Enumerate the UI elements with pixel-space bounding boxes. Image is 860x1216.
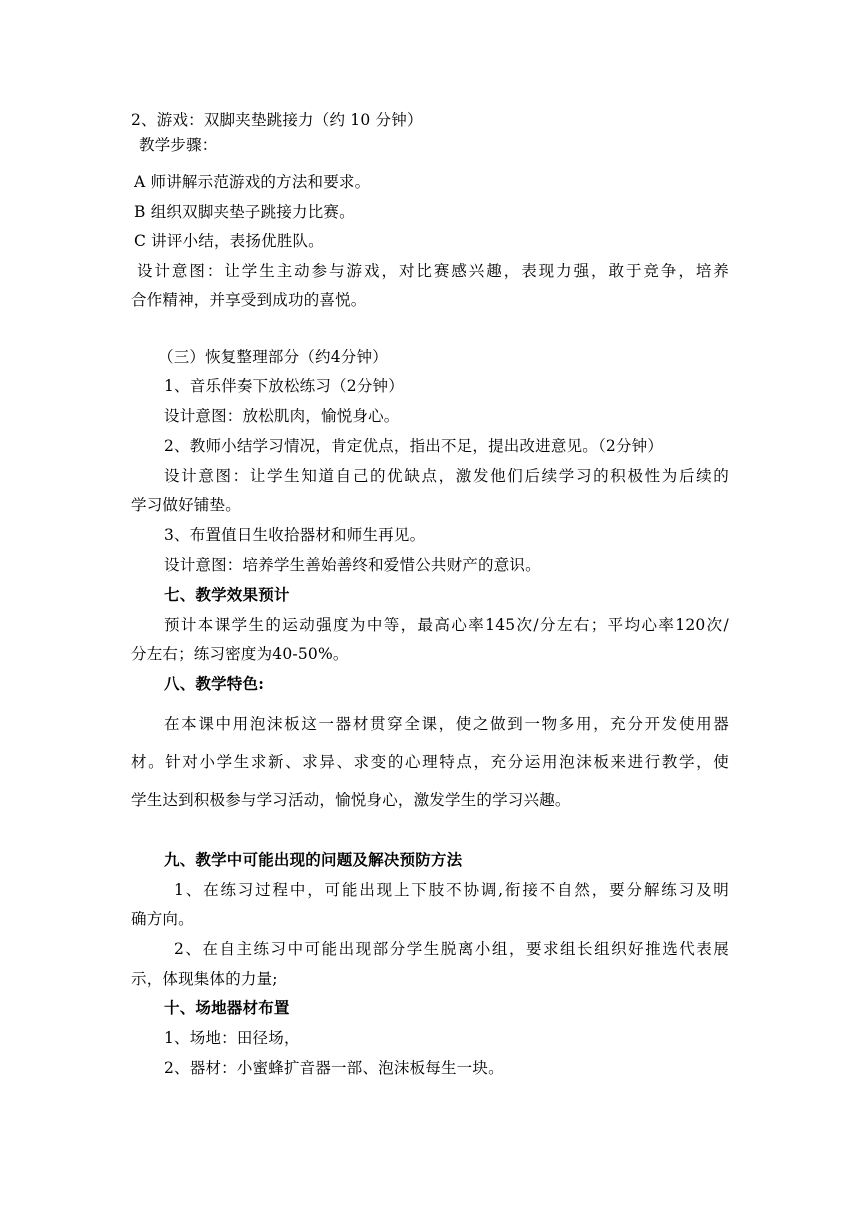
problems-item2-line2: 示，体现集体的力量; xyxy=(131,970,278,988)
recovery-title: （三）恢复整理部分（约4分钟） xyxy=(158,348,388,366)
recovery-item2-intent-line1: 设计意图：让学生知道自己的优缺点，激发他们后续学习的积极性为后续的 xyxy=(164,467,729,485)
recovery-item1: 1、音乐伴奏下放松练习（2分钟） xyxy=(164,377,404,395)
game-intent-line2: 合作精神，并享受到成功的喜悦。 xyxy=(131,291,367,309)
steps-label: 教学步骤： xyxy=(139,136,218,154)
equipment-heading: 十、场地器材布置 xyxy=(164,998,290,1017)
problems-item1-line1: 1、在练习过程中，可能出现上下肢不协调,衔接不自然，要分解练习及明 xyxy=(174,881,729,899)
problems-item1-line2: 确方向。 xyxy=(131,910,194,928)
feature-heading: 八、教学特色: xyxy=(164,674,265,693)
recovery-item3-intent: 设计意图：培养学生善始善终和爱惜公共财产的意识。 xyxy=(164,556,541,574)
step-b: B 组织双脚夹垫子跳接力比赛。 xyxy=(134,203,355,221)
problems-item2-line1: 2、在自主练习中可能出现部分学生脱离小组，要求组长组织好推选代表展 xyxy=(174,940,729,958)
step-c: C 讲评小结，表扬优胜队。 xyxy=(134,232,324,250)
feature-line3: 学生达到积极参与学习活动，愉悦身心，激发学生的学习兴趣。 xyxy=(131,791,571,809)
recovery-item1-intent: 设计意图：放松肌肉，愉悦身心。 xyxy=(164,407,400,425)
effect-heading: 七、教学效果预计 xyxy=(164,585,290,604)
feature-line2: 材。针对小学生求新、求异、求变的心理特点，充分运用泡沫板来进行教学，使 xyxy=(131,753,729,771)
effect-line2: 分左右；练习密度为40-50%。 xyxy=(131,645,349,663)
recovery-item3: 3、布置值日生收拾器材和师生再见。 xyxy=(164,526,426,544)
effect-line1: 预计本课学生的运动强度为中等，最高心率145次/分左右；平均心率120次/ xyxy=(164,616,729,634)
recovery-item2: 2、教师小结学习情况，肯定优点，指出不足，提出改进意见。（2分钟） xyxy=(164,437,664,455)
feature-line1: 在本课中用泡沫板这一器材贯穿全课，使之做到一物多用，充分开发使用器 xyxy=(164,715,729,733)
step-a: A 师讲解示范游戏的方法和要求。 xyxy=(134,173,371,191)
recovery-item2-intent-line2: 学习做好铺垫。 xyxy=(131,496,241,514)
game-title: 2、游戏：双脚夹垫跳接力（约 10 分钟） xyxy=(131,111,423,129)
problems-heading: 九、教学中可能出现的问题及解决预防方法 xyxy=(164,850,463,869)
equipment-item1: 1、场地：田径场， xyxy=(164,1029,300,1047)
equipment-item2: 2、器材：小蜜蜂扩音器一部、泡沫板每生一块。 xyxy=(164,1059,504,1077)
game-intent-line1: 设计意图：让学生主动参与游戏，对比赛感兴趣，表现力强，敢于竞争，培养 xyxy=(137,262,729,280)
